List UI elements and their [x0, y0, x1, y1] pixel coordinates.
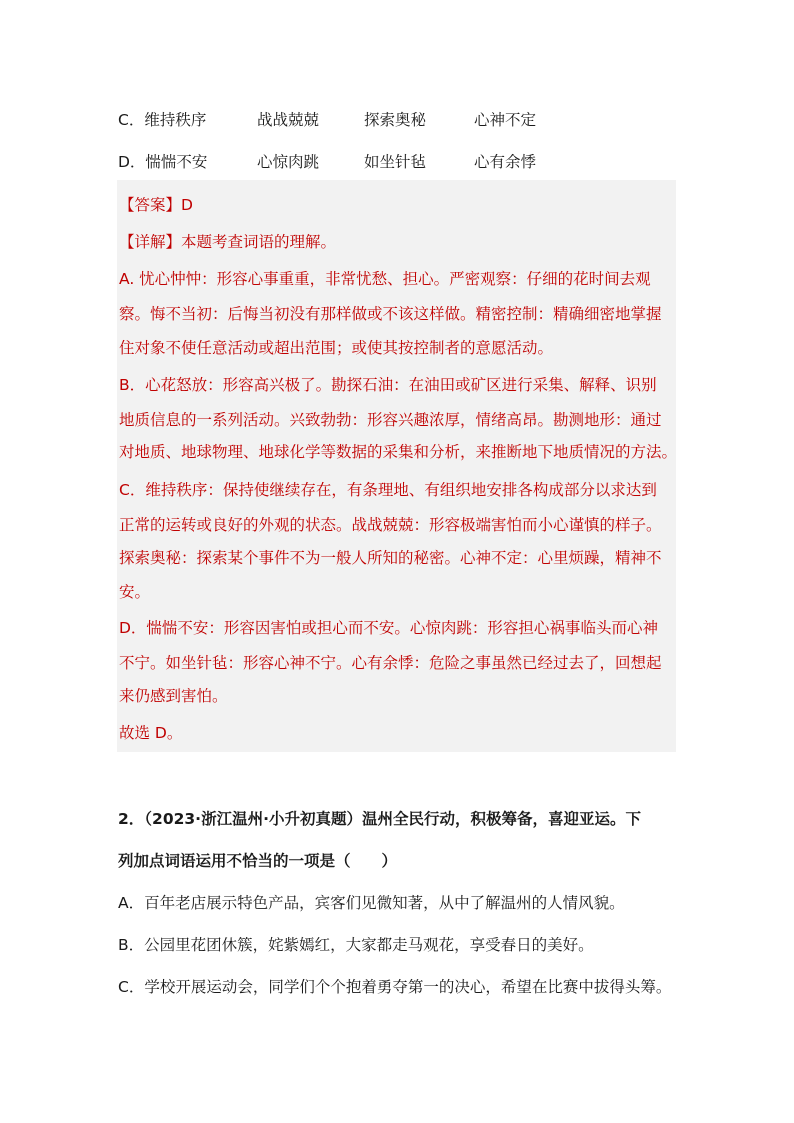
conclusion-line: 故选 D。 [119, 724, 183, 742]
question-2-title-line-1: 2．（2023·浙江温州·小升初真题）温州全民行动，积极筹备，喜迎亚运。下 [118, 810, 641, 828]
explanation-line: B．心花怒放：形容高兴极了。勘探石油：在油田或矿区进行采集、解释、识别 [119, 376, 657, 394]
prev-option-c-item-2: 战战兢兢 [257, 111, 320, 129]
prev-option-c-item-1: C．维持秩序 [118, 111, 207, 129]
explanation-line: 住对象不使任意活动或超出范围；或使其按控制者的意愿活动。 [119, 339, 554, 357]
question-2-option-a[interactable]: A．百年老店展示特色产品，宾客们见微知著，从中了解温州的人情风貌。 [118, 894, 625, 912]
explanation-line: 探索奥秘：探索某个事件不为一般人所知的秘密。心神不定：心里烦躁，精神不 [119, 549, 662, 567]
explanation-line: 对地质、地球物理、地球化学等数据的采集和分析，来推断地下地质情况的方法。 [119, 443, 678, 461]
question-2-title-line-2: 列加点词语运用不恰当的一项是（ ） [118, 852, 398, 870]
question-2-option-c[interactable]: C．学校开展运动会，同学们个个抱着勇夺第一的决心，希望在比赛中拔得头筹。 [118, 978, 672, 996]
question-2-option-b[interactable]: B．公园里花团休簇，姹紫嫣红，大家都走马观花，享受春日的美好。 [118, 936, 594, 954]
explanation-line: 察。悔不当初：后悔当初没有那样做或不该这样做。精密控制：精确细密地掌握 [119, 305, 662, 323]
explanation-line: 不宁。如坐针毡：形容心神不宁。心有余悸：危险之事虽然已经过去了，回想起 [119, 654, 662, 672]
explanation-line: 地质信息的一系列活动。兴致勃勃：形容兴趣浓厚，情绪高昂。勘测地形：通过 [119, 411, 662, 429]
explanation-line: D．惴惴不安：形容因害怕或担心而不安。心惊肉跳：形容担心祸事临头而心神 [119, 619, 658, 637]
prev-option-d-item-1: D．惴惴不安 [118, 153, 208, 171]
explanation-line: 来仍感到害怕。 [119, 687, 228, 705]
prev-option-d-item-3: 如坐针毡 [364, 153, 427, 171]
prev-option-c-item-4: 心神不定 [474, 111, 537, 129]
explanation-line: 正常的运转或良好的外观的状态。战战兢兢：形容极端害怕而小心谨慎的样子。 [119, 516, 662, 534]
prev-option-d-item-4: 心有余悸 [474, 153, 537, 171]
answer-line: 【答案】D [119, 196, 193, 214]
explanation-line: A. 忧心忡忡：形容心事重重，非常忧愁、担心。严密观察：仔细的花时间去观 [119, 270, 651, 288]
prev-option-c-item-3: 探索奥秘 [364, 111, 427, 129]
explanation-line: C．维持秩序：保持使继续存在，有条理地、有组织地安排各构成部分以求达到 [119, 481, 657, 499]
prev-option-d-item-2: 心惊肉跳 [257, 153, 320, 171]
detail-heading: 【详解】本题考查词语的理解。 [119, 233, 337, 251]
explanation-line: 安。 [119, 583, 151, 601]
